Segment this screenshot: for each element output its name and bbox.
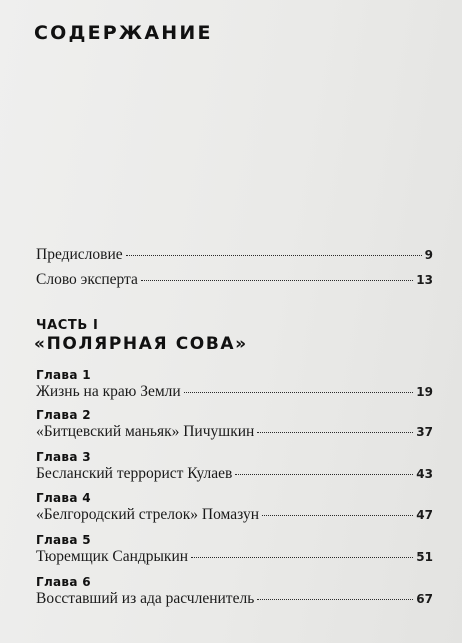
chapter-label: Глава 2 — [36, 408, 91, 422]
part-label: ЧАСТЬ I — [36, 318, 99, 333]
dot-leader — [257, 599, 413, 600]
chapter-label: Глава 6 — [36, 575, 91, 589]
entry-title: Бесланский террорист Кулаев — [36, 465, 233, 482]
entry-title: «Битцевский маньяк» Пичушкин — [36, 423, 255, 440]
entry-title: «Белгородский стрелок» Помазун — [36, 506, 259, 523]
entry-page-number: 9 — [424, 248, 433, 262]
toc-entry-expert-word[interactable] — [36, 271, 433, 289]
entry-title: Слово эксперта — [36, 271, 138, 288]
entry-page-number: 13 — [416, 273, 433, 287]
entry-page-number: 19 — [416, 385, 433, 399]
entry-title: Тюремщик Сандрыкин — [36, 548, 189, 565]
entry-title: Предисловие — [36, 246, 123, 263]
entry-title: Восставший из ада расчленитель — [36, 590, 255, 607]
toc-title: СОДЕРЖАНИЕ — [34, 22, 213, 44]
chapter-label: Глава 4 — [36, 491, 91, 505]
dot-leader — [126, 255, 422, 256]
toc-entry-chapter-5[interactable] — [36, 548, 433, 566]
entry-page-number: 47 — [416, 508, 433, 522]
dot-leader — [141, 280, 413, 281]
entry-page-number: 43 — [416, 467, 433, 481]
toc-entry-chapter-1[interactable] — [36, 383, 433, 401]
chapter-label: Глава 3 — [36, 450, 91, 464]
part-title: «ПОЛЯРНАЯ СОВА» — [34, 334, 248, 354]
toc-entry-chapter-3[interactable] — [36, 465, 433, 483]
toc-entry-chapter-4[interactable] — [36, 506, 433, 524]
chapter-label: Глава 1 — [36, 368, 91, 382]
entry-page-number: 51 — [416, 550, 433, 564]
entry-page-number: 37 — [416, 425, 433, 439]
toc-entry-preface[interactable] — [36, 246, 433, 264]
toc-entry-chapter-6[interactable] — [36, 590, 433, 608]
dot-leader — [184, 392, 414, 393]
dot-leader — [191, 557, 413, 558]
dot-leader — [257, 432, 413, 433]
toc-entry-chapter-2[interactable] — [36, 423, 433, 441]
dot-leader — [235, 474, 413, 475]
dot-leader — [262, 515, 413, 516]
entry-page-number: 67 — [416, 592, 433, 606]
chapter-label: Глава 5 — [36, 533, 91, 547]
entry-title: Жизнь на краю Земли — [36, 383, 181, 400]
